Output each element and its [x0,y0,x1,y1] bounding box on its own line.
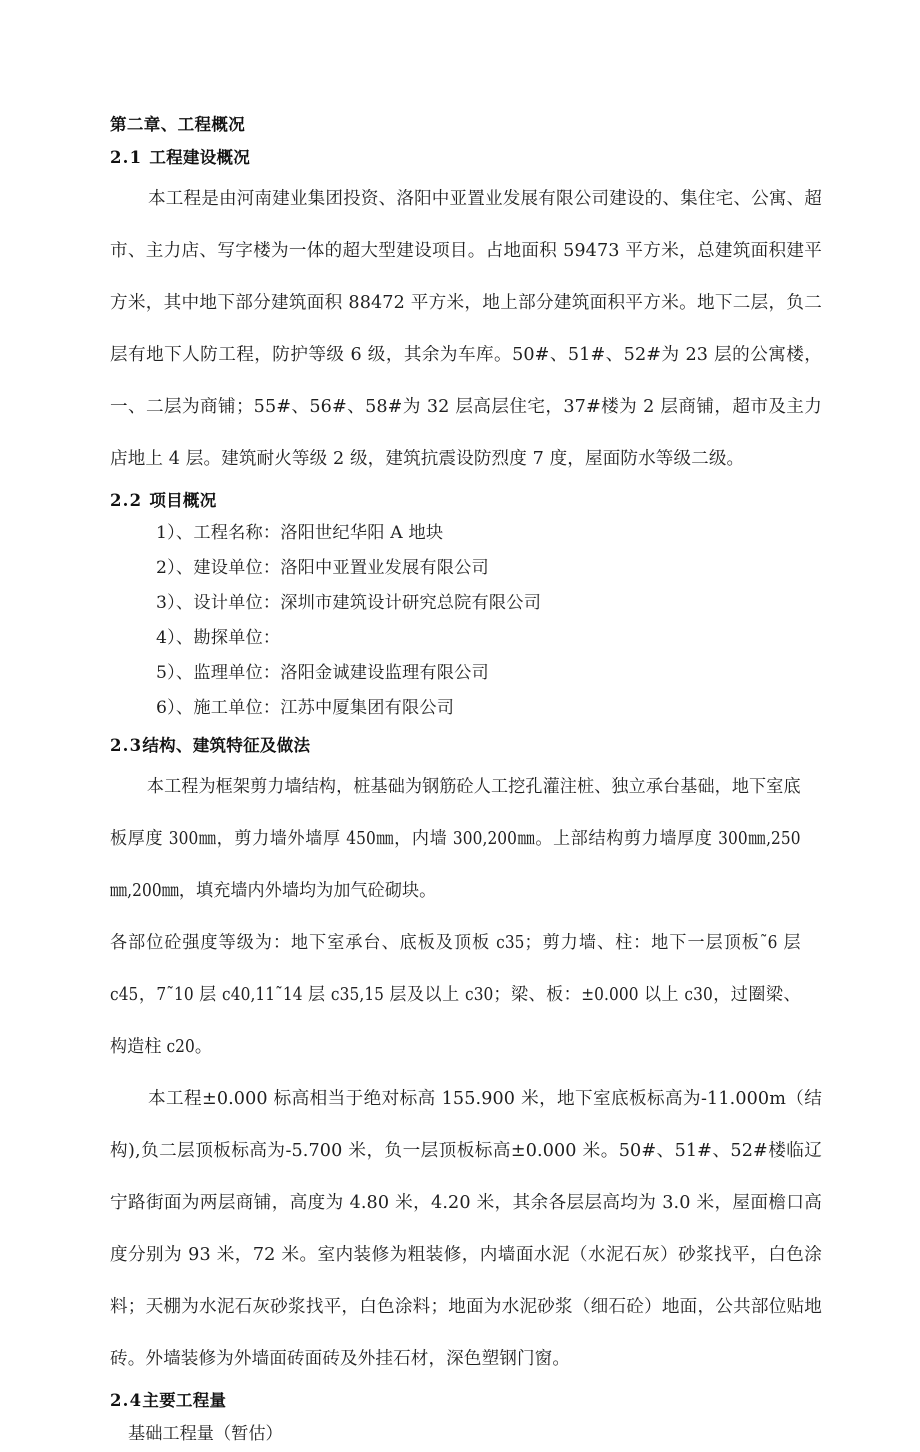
subsection-2-4-line: 基础工程量（暂估） [128,1424,283,1444]
list-item-index: 1）、 [156,523,194,543]
section-number-2-4: 2.4 [110,1391,143,1410]
list-item-label: 设计单位： [193,593,281,613]
document-content [110,110,822,1452]
list-item-value: 洛阳世纪华阳 A 地块 [280,523,444,543]
list-item-value: 洛阳金诚建设监理有限公司 [280,663,489,683]
list-item-label: 建设单位： [193,558,281,578]
list-item-value: 江苏中厦集团有限公司 [280,698,455,718]
list-item [110,586,822,621]
section-heading-2-1 [110,142,822,173]
list-item-value: 洛阳中亚置业发展有限公司 [280,558,489,578]
list-item [110,551,822,586]
section-number-2-3: 2.3 [110,736,143,755]
list-item [110,691,822,726]
list-item-label: 勘探单位： [193,628,281,648]
section-title-2-2: 项目概况 [149,491,217,510]
paragraph-2-3-elevations: 本工程±0.000 标高相当于绝对标高 155.900 米，地下室底板标高为-11.000m（结构),负二层顶板标高为-5.700 米，负一层顶板标高±0.000 米。50#、51#、52#楼临辽宁路街面为两层商铺，高度为 4.80 米，4.20 米，其余各层层高均为 3.0 米，屋面檐口高度分别为 93 米，72 米。室内装修为粗装修，内墙面水泥（水泥石灰）砂浆找平，白色涂料；天棚为水泥石灰砂浆找平，白色涂料；地面为水泥砂浆（细石砼）地面，公共部位贴地砖。外墙装修为外墙面砖面砖及外挂石材，深色塑钢门窗。 [110,1089,822,1369]
paragraph-2-3-concrete-grades: 各部位砼强度等级为：地下室承台、底板及顶板 c35；剪力墙、柱：地下一层顶板˜6 层 c45，7˜10 层 c40,11˜14 层 c35,15 层及以上 c30；梁、板：±0.000 以上 c30，过圈梁、构造柱 c20。 [110,933,801,1057]
list-item-label: 工程名称： [193,523,281,543]
list-item-label: 施工单位： [193,698,281,718]
section-heading-2-2 [110,485,822,516]
project-info-list [110,516,822,726]
list-item-index: 4）、 [156,628,194,648]
list-item-value: 深圳市建筑设计研究总院有限公司 [280,593,542,613]
section-title-2-3: 结构、建筑特征及做法 [142,736,311,755]
paragraph-2-1-body: 本工程是由河南建业集团投资、洛阳中亚置业发展有限公司建设的、集住宅、公寓、超市、主力店、写字楼为一体的超大型建设项目。占地面积 59473 平方米，总建筑面积建平方米，其中地下部分建筑面积 88472 平方米，地上部分建筑面积平方米。地下二层，负二层有地下人防工程，防护等级 6 级，其余为车库。50#、51#、52#为 23 层的公寓楼，一、二层为商铺；55#、56#、58#为 32 层高层住宅，37#楼为 2 层商铺，超市及主力店地上 4 层。建筑耐火等级 2 级，建筑抗震设防烈度 7 度，屋面防水等级二级。 [110,189,822,469]
list-item [110,621,822,656]
section-heading-2-3 [110,730,822,761]
section-number-2-2: 2.2 [110,491,143,510]
list-item-index: 2）、 [156,558,194,578]
list-item [110,516,822,551]
list-item-label: 监理单位： [193,663,281,683]
chapter-heading: 第二章、工程概况 [110,115,246,134]
section-heading-2-4 [110,1385,822,1416]
paragraph-2-3-structure: 本工程为框架剪力墙结构，桩基础为钢筋砼人工挖孔灌注桩、独立承台基础，地下室底板厚度 300㎜，剪力墙外墙厚 450㎜，内墙 300,200㎜。上部结构剪力墙厚度 300㎜,250㎜,200㎜，填充墙内外墙均为加气砼砌块。 [110,777,801,901]
list-item-index: 3）、 [156,593,194,613]
section-title-2-1: 工程建设概况 [149,148,251,167]
section-title-2-4: 主要工程量 [142,1391,227,1410]
list-item [110,656,822,691]
section-number-2-1: 2.1 [110,148,143,167]
list-item-index: 5）、 [156,663,194,683]
list-item-index: 6）、 [156,698,194,718]
